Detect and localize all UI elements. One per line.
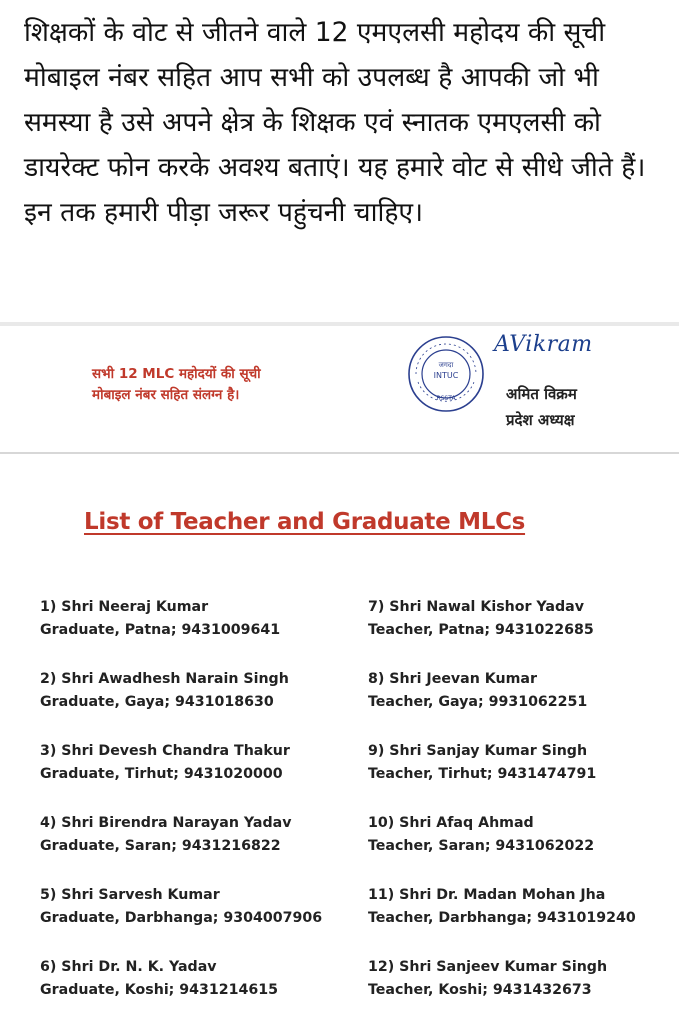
list-item <box>368 668 668 713</box>
list-item <box>40 596 368 641</box>
list-item <box>368 596 668 641</box>
divider <box>0 452 679 454</box>
mlc-details: Teacher, Gaya; 9931062251 <box>368 693 588 710</box>
letterhead-banner <box>0 326 679 452</box>
list-item <box>40 884 368 929</box>
attachment-note <box>92 364 332 406</box>
mlc-name: 2) Shri Awadhesh Narain Singh <box>40 671 289 687</box>
union-seal-icon <box>406 334 486 414</box>
signatory-title: प्रदेश अध्यक्ष <box>506 411 575 429</box>
mlc-list <box>40 596 670 1001</box>
mlc-name: 5) Shri Sarvesh Kumar <box>40 887 220 903</box>
seal-text-bottom: RSSTA <box>436 395 456 402</box>
mlc-name: 11) Shri Dr. Madan Mohan Jha <box>368 887 606 903</box>
mlc-name: 3) Shri Devesh Chandra Thakur <box>40 743 290 759</box>
notice-paragraph: शिक्षकों के वोट से जीतने वाले 12 एमएलसी महोदय की सूची मोबाइल नंबर सहित आप सभी को उपलब्ध है आपकी जो भी समस्या है उसे अपने क्षेत्र के शिक्षक एवं स्नातक एमएलसी को डायरेक्ट फोन करके अवश्य बताएं। यह हमारे वोट से सीधे जीते हैं। इन तक हमारी पीड़ा जरूर पहुंचनी चाहिए। <box>24 17 646 228</box>
mlc-details: Teacher, Darbhanga; 9431019240 <box>368 909 636 926</box>
list-item <box>368 740 668 785</box>
mlc-name: 6) Shri Dr. N. K. Yadav <box>40 959 217 975</box>
mlc-name: 4) Shri Birendra Narayan Yadav <box>40 815 292 831</box>
signatory-name: अमित विक्रम <box>506 385 577 403</box>
mlc-details: Graduate, Tirhut; 9431020000 <box>40 765 283 782</box>
list-heading: List of Teacher and Graduate MLCs <box>84 509 526 535</box>
list-item <box>40 668 368 713</box>
list-item <box>368 884 668 929</box>
mlc-name: 8) Shri Jeevan Kumar <box>368 671 537 687</box>
mlc-name: 1) Shri Neeraj Kumar <box>40 599 209 615</box>
signature: AVikram <box>494 332 593 357</box>
list-item <box>368 812 668 857</box>
mlc-name: 7) Shri Nawal Kishor Yadav <box>368 599 584 615</box>
mlc-details: Graduate, Darbhanga; 9304007906 <box>40 909 323 926</box>
mlc-name: 10) Shri Afaq Ahmad <box>368 815 534 831</box>
list-item <box>368 956 668 1001</box>
mlc-details: Graduate, Patna; 9431009641 <box>40 621 281 638</box>
mlc-name: 9) Shri Sanjay Kumar Singh <box>368 743 588 759</box>
list-item <box>40 956 368 1001</box>
attachment-note-line: मोबाइल नंबर सहित संलग्न है। <box>92 387 240 403</box>
mlc-details: Teacher, Koshi; 9431432673 <box>368 981 592 998</box>
mlc-details: Teacher, Saran; 9431062022 <box>368 837 595 854</box>
seal-text-top: जगदा <box>438 361 454 369</box>
mlc-details: Graduate, Koshi; 9431214615 <box>40 981 279 998</box>
mlc-details: Graduate, Gaya; 9431018630 <box>40 693 274 710</box>
list-item <box>40 740 368 785</box>
mlc-details: Teacher, Patna; 9431022685 <box>368 621 594 638</box>
mlc-name: 12) Shri Sanjeev Kumar Singh <box>368 959 608 975</box>
mlc-details: Graduate, Saran; 9431216822 <box>40 837 281 854</box>
list-item <box>40 812 368 857</box>
attachment-note-line: सभी 12 MLC महोदयों की सूची <box>92 366 261 382</box>
mlc-details: Teacher, Tirhut; 9431474791 <box>368 765 597 782</box>
seal-text-center: INTUC <box>433 371 459 380</box>
